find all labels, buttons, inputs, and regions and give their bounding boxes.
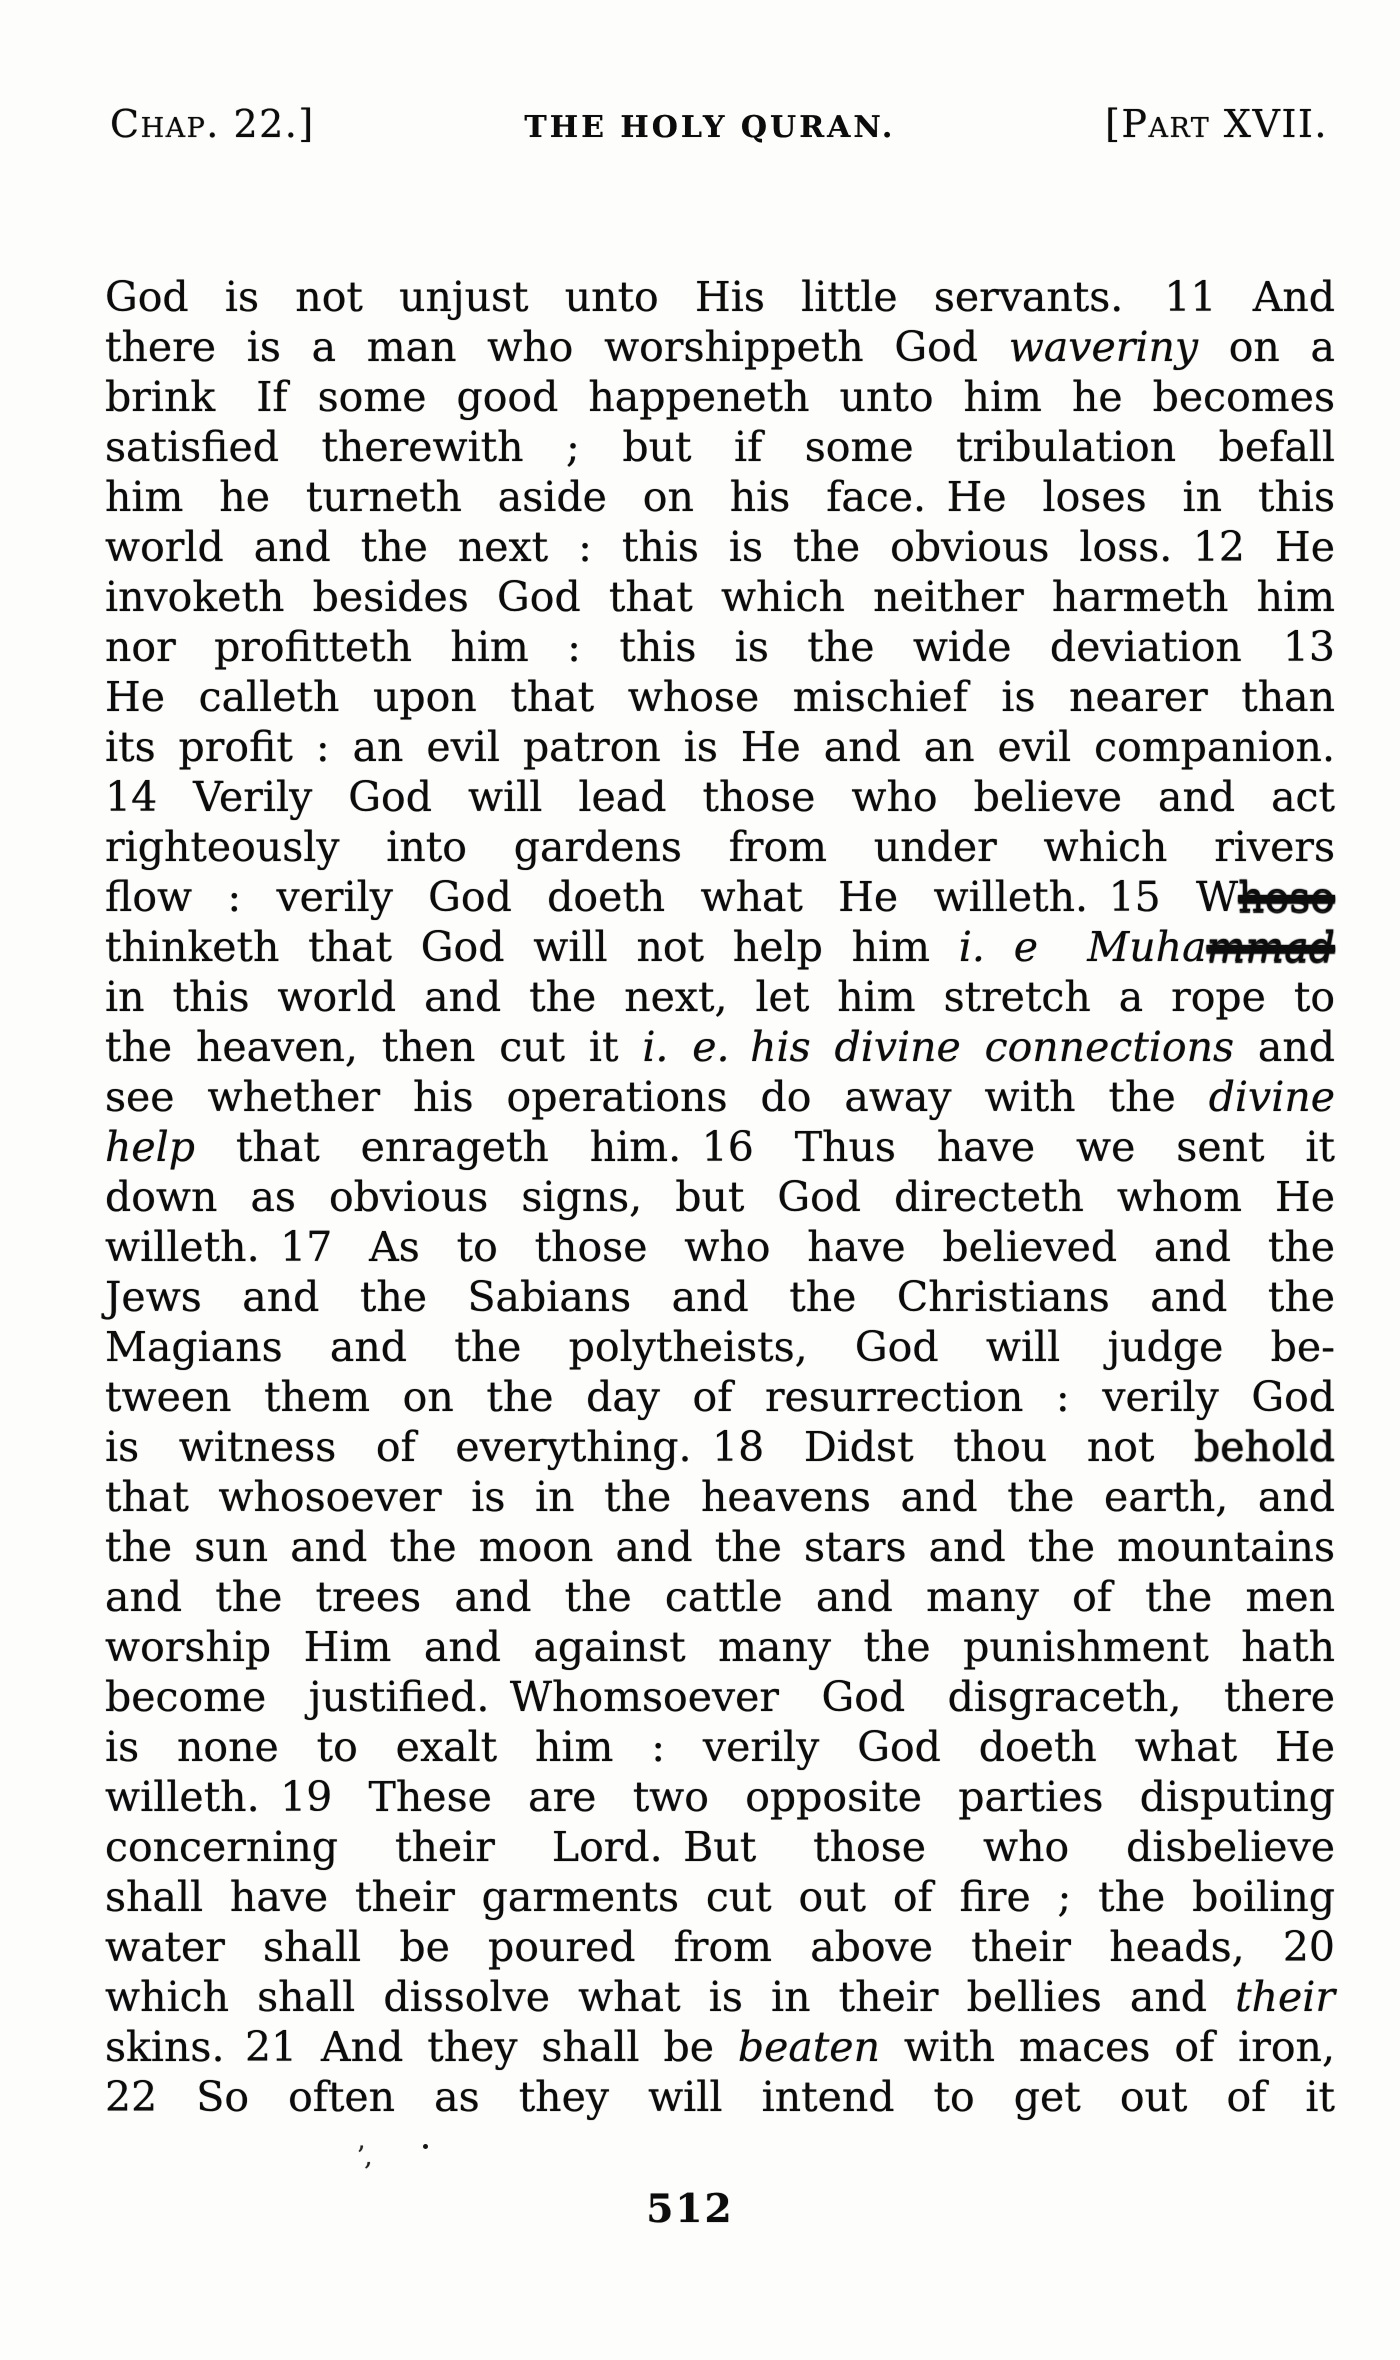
text-segment: tween them on the day of resurrection : verily God	[105, 1373, 1335, 1421]
body-line	[105, 1722, 1335, 1772]
body-line	[105, 1772, 1335, 1822]
body-line	[105, 1422, 1335, 1472]
page-header	[110, 102, 1328, 146]
text-segment: down as obvious signs, but God directeth whom He	[105, 1173, 1335, 1221]
body-line	[105, 322, 1335, 372]
body-line	[105, 1372, 1335, 1422]
body-line	[105, 1872, 1335, 1922]
text-segment: the sun and the moon and the stars and the mountains	[105, 1523, 1335, 1571]
text-segment: beaten	[737, 2023, 880, 2071]
body-line	[105, 1522, 1335, 1572]
text-segment: invoketh besides God that which neither harmeth him	[105, 573, 1335, 621]
text-segment: worship Him and against many the punishment hath	[105, 1623, 1335, 1671]
text-segment	[730, 1023, 751, 1071]
text-segment: help	[105, 1123, 196, 1171]
text-segment: He calleth upon that whose mischief is nearer than	[105, 673, 1335, 721]
body-line	[105, 2022, 1335, 2072]
body-line	[105, 672, 1335, 722]
chapter-label: Chap. 22.]	[110, 102, 315, 146]
body-line	[105, 1072, 1335, 1122]
text-segment: the heaven, then cut it	[105, 1023, 643, 1071]
text-segment: willeth. 17 As to those who have believed and the	[105, 1223, 1335, 1271]
text-segment: willeth. 19 These are two opposite parties disputing	[105, 1773, 1335, 1821]
text-segment: waveriny	[1008, 323, 1199, 371]
text-segment: become justified. Whomsoever God disgraceth, there	[105, 1673, 1335, 1721]
body-line	[105, 372, 1335, 422]
text-segment: his divine connections	[750, 1023, 1235, 1071]
body-line	[105, 622, 1335, 672]
book-title: THE HOLY QURAN.	[524, 110, 896, 145]
body-line	[105, 772, 1335, 822]
text-segment: behold	[1194, 1423, 1335, 1471]
text-segment: God is not unjust unto His little servants. 11 And	[105, 273, 1335, 321]
text-segment: thinketh that God will not help him	[105, 923, 959, 971]
text-segment: nor profitteth him : this is the wide deviation 13	[105, 623, 1335, 671]
body-line	[105, 1972, 1335, 2022]
body-line	[105, 1622, 1335, 1672]
text-segment: is witness of everything. 18 Didst thou not	[105, 1423, 1195, 1471]
body-line	[105, 1122, 1335, 1172]
text-segment: their	[1235, 1973, 1335, 2021]
text-segment: skins. 21 And they shall be	[105, 2023, 738, 2071]
text-segment: water shall be poured from above their heads, 20	[105, 1923, 1335, 1971]
text-segment: that whosoever is in the heavens and the earth, and	[105, 1473, 1335, 1521]
body-line	[105, 872, 1335, 922]
body-line	[105, 572, 1335, 622]
text-segment: mmad	[1206, 923, 1335, 971]
scan-artifact-mark: ʼ,	[356, 2142, 373, 2172]
text-segment: concerning their Lord. But those who disbelieve	[105, 1823, 1335, 1871]
text-segment: see whether his operations do away with the	[105, 1073, 1209, 1121]
text-segment: and	[1234, 1023, 1335, 1071]
text-segment: him he turneth aside on his face. He loses in this	[105, 473, 1335, 521]
text-segment: divine	[1208, 1073, 1335, 1121]
body-line	[105, 422, 1335, 472]
body-line	[105, 822, 1335, 872]
text-segment	[1038, 923, 1087, 971]
text-segment: hoso	[1238, 873, 1335, 921]
text-segment: i. e.	[642, 1023, 730, 1071]
text-segment: 14 Verily God will lead those who believe and act	[105, 773, 1335, 821]
body-line	[105, 1922, 1335, 1972]
scan-artifact-dot	[423, 2144, 428, 2149]
body-line	[105, 972, 1335, 1022]
page-number: 512	[646, 2186, 734, 2232]
body-line	[105, 1222, 1335, 1272]
body-line	[105, 1472, 1335, 1522]
text-segment: world and the next : this is the obvious loss. 12 He	[105, 523, 1335, 571]
body-line	[105, 722, 1335, 772]
body-line	[105, 1822, 1335, 1872]
body-line	[105, 472, 1335, 522]
body-line	[105, 1022, 1335, 1072]
text-segment: in this world and the next, let him stretch a rope to	[105, 973, 1335, 1021]
body-line	[105, 1572, 1335, 1622]
text-segment: righteously into gardens from under which rivers	[105, 823, 1335, 871]
text-segment: Jews and the Sabians and the Christians and the	[105, 1273, 1335, 1321]
body-line	[105, 1672, 1335, 1722]
text-segment: on a	[1198, 323, 1335, 371]
text-segment: and the trees and the cattle and many of the men	[105, 1573, 1335, 1621]
text-segment: its profit : an evil patron is He and an evil companion.	[105, 723, 1335, 771]
text-segment: there is a man who worshippeth God	[105, 323, 1009, 371]
text-segment: shall have their garments cut out of fire ; the boiling	[105, 1873, 1335, 1921]
text-segment: is none to exalt him : verily God doeth what He	[105, 1723, 1335, 1771]
body-line	[105, 1322, 1335, 1372]
page-footer	[0, 2186, 1380, 2232]
body-line	[105, 522, 1335, 572]
text-segment: with maces of iron,	[879, 2023, 1335, 2071]
text-segment: i. e	[958, 923, 1038, 971]
body-line	[105, 1172, 1335, 1222]
body-line	[105, 1272, 1335, 1322]
part-label: [Part XVII.	[1105, 102, 1328, 146]
text-segment: which shall dissolve what is in their bellies and	[105, 1973, 1236, 2021]
page-body	[105, 272, 1335, 2122]
text-segment: Muha	[1087, 923, 1207, 971]
text-segment: that enrageth him. 16 Thus have we sent it	[195, 1123, 1335, 1171]
text-segment: satisfied therewith ; but if some tribulation befall	[105, 423, 1335, 471]
text-segment: Magians and the polytheists, God will judge be-	[105, 1323, 1335, 1371]
body-line	[105, 272, 1335, 322]
text-segment: brink If some good happeneth unto him he becomes	[105, 373, 1335, 421]
text-segment: 22 So often as they will intend to get out of it	[105, 2073, 1335, 2121]
body-line	[105, 922, 1335, 972]
body-line	[105, 2072, 1335, 2122]
text-segment: flow : verily God doeth what He willeth. 15 W	[105, 873, 1239, 921]
